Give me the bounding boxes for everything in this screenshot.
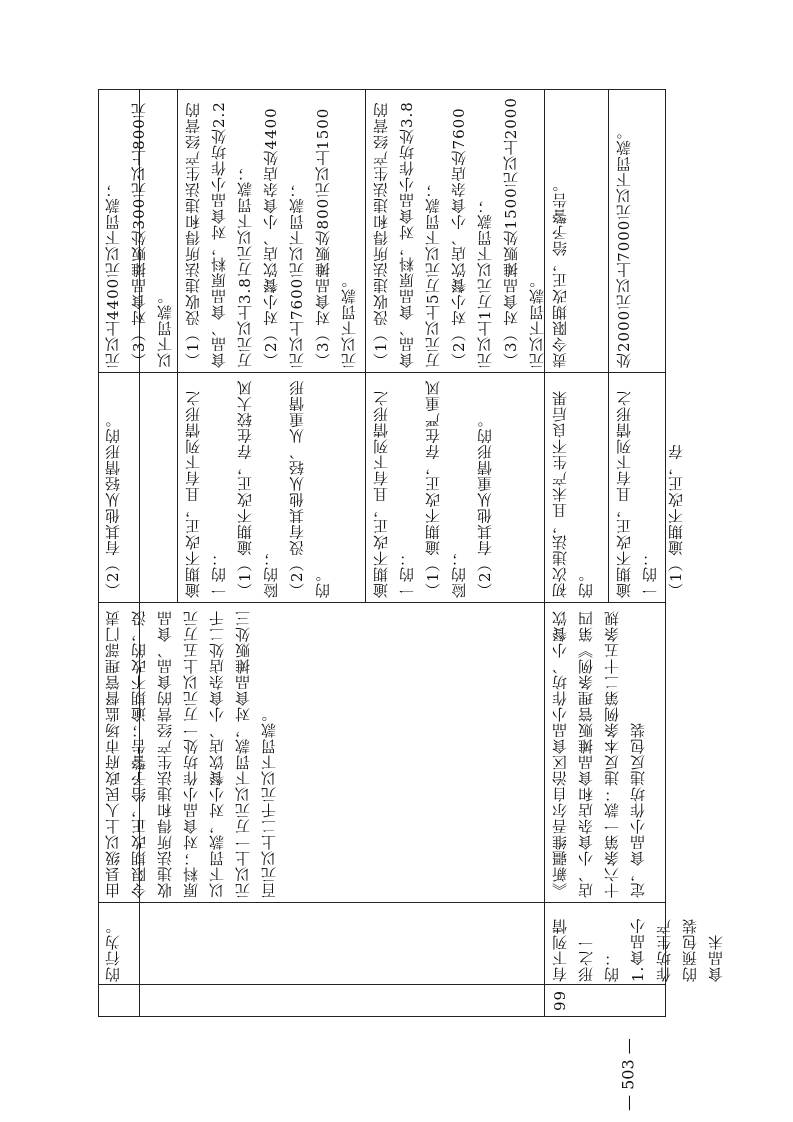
item-divider — [365, 89, 366, 602]
page-number: — 503 — — [618, 1038, 638, 1112]
row1-item3-circumstance: 逾期不改正，且有下列情形之一的： （1）逾期不改正，存在严重风险的； （2）有其他从重情形的。 — [372, 379, 494, 598]
row2-behavior: 有下列情形之一的： 1.食品小作坊生产的预包装食品未 — [551, 917, 725, 982]
row2-item2-circumstance: 逾期不改正，且有下列情形之一的： （1）逾期不改正，存 — [615, 390, 685, 598]
row1-item3-penalty: （1）没收违法所得和违法生产经营的食品、食品原料，对食品小作坊处3.8万元以上5万元以下罚款； （2）对小餐饮店、小食杂店处7600元以上1万元以下罚款； （3）对食品摊贩处1500元以上2000元以下罚款。 — [372, 97, 546, 368]
item-divider — [608, 89, 609, 602]
row-separator — [98, 984, 666, 985]
basis-divider — [98, 602, 666, 603]
row1-item1-circumstance: （2）有其他从轻情形的。 — [104, 411, 122, 598]
row2-seq: 99 — [551, 989, 569, 1012]
row2-basis: 《新疆维吾尔自治区食品小作坊、小餐饮店、小食杂店和食品摊贩管理条例》第四十六条第一款：违反本条例第二十五条规定，食品小作坊违反包装 — [551, 610, 647, 898]
row-divider — [544, 89, 545, 1017]
row2-item1-penalty: 责令限期改正，给予警告。 — [551, 176, 569, 368]
row1-behavior: 的行为。 — [104, 918, 122, 982]
row2-item2-penalty: 处2000元以上7000元以下罚款。 — [615, 123, 633, 368]
row2-item1-circumstance: 初次违法，且未产生不良后果的。 — [551, 390, 595, 598]
circumstance-divider — [98, 372, 666, 373]
row1-item2-circumstance: 逾期不改正，且有下列情形之一的： （1）逾期不改正，存在较大风险的； （2）没有其他从轻、从重情形的。 — [184, 379, 332, 598]
row1-item1-penalty: 元以上4400元以下罚款； （3）对食品摊贩处300元以上800元以下罚款。 — [104, 102, 174, 368]
row1-basis: 由县级以上人民政府市场监督管理部门责令限期改正，给予警告；逾期不改的，没收违法所得和违法生产经营的食品、食品原料；对食品小作坊处一万元以上五万元以下罚款，对小餐饮店、小食杂店处二千元以上一万元以下罚款，对食品摊贩处三百元以上二千元以下罚款。 — [104, 610, 278, 898]
row1-item2-penalty: （1）没收违法所得和违法生产经营的食品、食品原料，对食品小作坊处2.2万元以上3.8万元以下罚款； （2）对小餐饮店、小食杂店处4400元以上7600元以下罚款； （3）对食品摊贩处800元以上1500元以下罚款。 — [184, 101, 358, 368]
behavior-divider — [98, 902, 666, 903]
